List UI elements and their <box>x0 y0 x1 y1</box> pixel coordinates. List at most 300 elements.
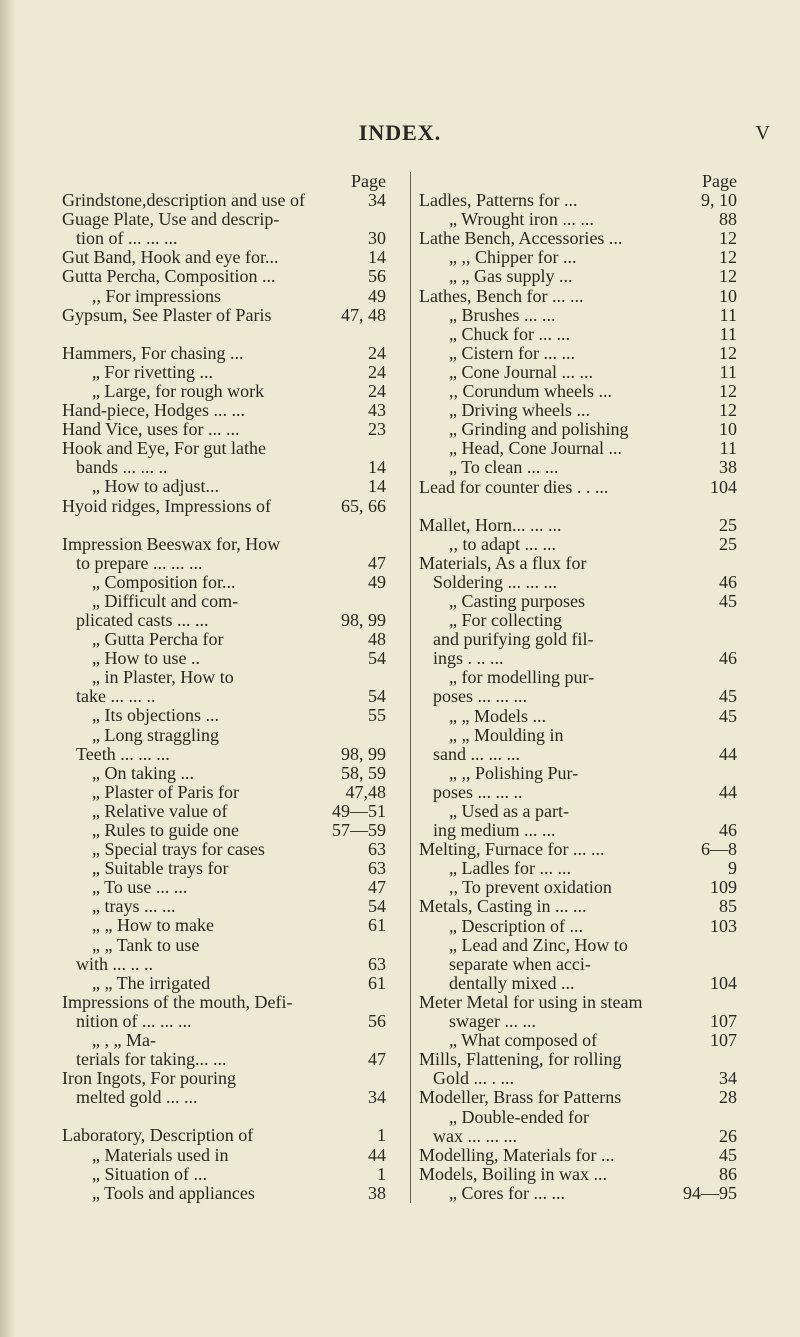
entry-text: Mallet, Horn... ... ... <box>419 515 562 535</box>
entry-page-ref <box>731 668 737 687</box>
section-gap <box>62 1107 386 1126</box>
entry-text: „ Ladles for ... ... <box>449 859 571 879</box>
index-entry <box>419 917 737 936</box>
entry-page-ref <box>731 630 737 649</box>
entry-page-ref: 107 <box>710 1011 737 1032</box>
book-spine-shadow <box>0 0 14 1337</box>
entry-text: Models, Boiling in wax ... <box>419 1164 607 1184</box>
index-entry <box>62 439 386 458</box>
index-entry <box>62 745 386 764</box>
entry-text: tion of ... ... ... <box>76 229 178 249</box>
index-entry <box>419 210 737 229</box>
entry-text: Guage Plate, Use and descrip- <box>62 210 280 230</box>
entry-page-ref: 56 <box>368 266 386 287</box>
entry-text: to prepare ... ... ... <box>76 553 203 573</box>
page-number: V <box>755 122 770 144</box>
index-entry <box>62 401 386 420</box>
entry-page-ref: 54 <box>368 686 386 707</box>
entry-text: „ Grinding and polishing <box>449 420 629 440</box>
entry-text: Lathes, Bench for ... ... <box>419 286 584 306</box>
entry-page-ref: 12 <box>719 400 737 421</box>
index-entry <box>419 974 737 993</box>
entry-text: ing medium ... ... <box>433 821 556 841</box>
index-entry <box>62 229 386 248</box>
index-entry <box>62 1050 386 1069</box>
index-entry <box>419 1108 737 1127</box>
index-entry <box>419 611 737 630</box>
entry-page-ref: 58, 59 <box>341 762 386 783</box>
index-entry <box>419 630 737 649</box>
entry-text: Lathe Bench, Accessories ... <box>419 229 623 249</box>
entry-page-ref: 12 <box>719 266 737 287</box>
entry-text: ,, Corundum wheels ... <box>449 382 612 402</box>
entry-page-ref: 25 <box>719 514 737 535</box>
entry-text: Hand-piece, Hodges ... ... <box>62 401 245 421</box>
index-entry <box>62 859 386 878</box>
entry-page-ref: 1 <box>377 1125 386 1146</box>
entry-page-ref: 9 <box>728 858 737 879</box>
entry-page-ref: 24 <box>368 361 386 382</box>
entry-page-ref: 12 <box>719 381 737 402</box>
entry-text: Impression Beeswax for, How <box>62 534 281 554</box>
entry-text: Impressions of the mouth, Defi- <box>62 992 293 1012</box>
entry-page-ref: 61 <box>368 915 386 936</box>
entry-page-ref: 34 <box>368 1087 386 1108</box>
entry-text: „ Difficult and com- <box>92 591 239 611</box>
entry-text: „ Description of ... <box>449 916 583 936</box>
index-entry <box>419 802 737 821</box>
entry-text: „ Used as a part- <box>449 802 569 821</box>
entry-page-ref <box>380 1031 386 1050</box>
index-entry <box>62 726 386 745</box>
index-entry <box>419 1184 737 1203</box>
entry-text: „ Rules to guide one <box>92 821 239 840</box>
entry-page-ref: 45 <box>719 590 737 611</box>
entry-text: „ Long straggling <box>92 725 219 745</box>
index-entry <box>419 897 737 916</box>
index-entry <box>62 344 386 363</box>
entry-text: „ „ Tank to use <box>92 935 200 955</box>
index-entry <box>419 420 737 439</box>
entry-page-ref <box>731 802 737 821</box>
entry-page-ref: 47 <box>368 877 386 898</box>
entry-page-ref: 46 <box>719 820 737 841</box>
entry-page-ref: 86 <box>719 1163 737 1184</box>
entry-page-ref <box>380 668 386 687</box>
entry-page-ref: 45 <box>719 686 737 707</box>
entry-text: „ Special trays for cases <box>92 840 265 860</box>
entry-text: „ „ The irrigated <box>92 973 211 993</box>
entry-page-ref: 47,48 <box>345 781 386 802</box>
index-entry <box>62 573 386 592</box>
entry-text: sand ... ... ... <box>433 744 520 764</box>
index-entry <box>419 1088 737 1107</box>
index-entry <box>62 840 386 859</box>
entry-page-ref: 107 <box>710 1030 737 1051</box>
entry-page-ref: 6—8 <box>701 839 737 860</box>
entry-page-ref: 57—59 <box>332 820 386 840</box>
entry-text: „ How to use .. <box>92 649 200 669</box>
entry-text: and purifying gold fil- <box>433 630 594 650</box>
index-entry <box>62 974 386 993</box>
index-entry <box>62 821 386 840</box>
entry-text: Grindstone,description and use of <box>62 191 305 211</box>
entry-page-ref: 55 <box>368 705 386 726</box>
entry-page-ref: 10 <box>719 285 737 306</box>
entry-page-ref <box>731 1108 737 1127</box>
entry-page-ref: 14 <box>368 457 386 478</box>
index-entry <box>419 649 737 668</box>
entry-text: Gutta Percha, Composition ... <box>62 267 276 287</box>
page-column-label: Page <box>702 171 737 191</box>
entry-page-ref <box>731 955 737 974</box>
page-title: INDEX. <box>358 120 442 145</box>
entry-text: take ... ... .. <box>76 687 156 707</box>
entry-text: „ ,, Polishing Pur- <box>449 763 579 783</box>
entry-text: poses ... ... .. <box>433 782 523 802</box>
index-entry <box>62 477 386 496</box>
entry-text: Hook and Eye, For gut lathe <box>62 439 266 459</box>
entry-page-ref: 34 <box>719 1068 737 1089</box>
index-entry <box>419 382 737 401</box>
index-entry <box>419 229 737 248</box>
index-entry <box>419 1031 737 1050</box>
index-entry <box>62 210 386 229</box>
entry-page-ref <box>380 592 386 611</box>
entry-text: poses ... ... ... <box>433 687 527 707</box>
index-entry <box>419 325 737 344</box>
entry-page-ref: 98, 99 <box>341 609 386 630</box>
entry-text: wax ... ... ... <box>433 1126 517 1146</box>
entry-page-ref: 38 <box>368 1182 386 1203</box>
entry-text: Hyoid ridges, Impressions of <box>62 496 271 516</box>
entry-text: melted gold ... ... <box>76 1088 198 1108</box>
entry-text: „ Cores for ... ... <box>449 1183 565 1203</box>
index-entry <box>419 573 737 592</box>
entry-text: „ in Plaster, How to <box>92 668 234 688</box>
entry-page-ref: 1 <box>377 1163 386 1184</box>
index-entry <box>419 267 737 286</box>
index-entry <box>62 802 386 821</box>
entry-text: Mills, Flattening, for rolling <box>419 1050 622 1070</box>
entry-page-ref <box>380 726 386 745</box>
entry-page-ref <box>380 535 386 554</box>
index-entry <box>62 267 386 286</box>
index-entry <box>62 955 386 974</box>
entry-text: „ To clean ... ... <box>449 458 559 478</box>
index-entry <box>62 1126 386 1145</box>
entry-text: Metals, Casting in ... ... <box>419 897 587 917</box>
index-entry <box>62 535 386 554</box>
entry-text: ,, to adapt ... ... <box>449 534 556 554</box>
index-entry <box>419 439 737 458</box>
index-entry <box>419 859 737 878</box>
entry-text: Teeth ... ... ... <box>76 744 170 764</box>
entry-page-ref: 24 <box>368 380 386 401</box>
index-entry <box>419 344 737 363</box>
index-entry <box>419 668 737 687</box>
entry-text: „ Composition for... <box>92 572 236 592</box>
index-entry <box>419 478 737 497</box>
entry-text: „ Situation of ... <box>92 1164 207 1184</box>
entry-page-ref <box>731 1050 737 1069</box>
entry-text: terials for taking... ... <box>76 1050 227 1070</box>
entry-text: „ Casting purposes <box>449 591 585 611</box>
index-entry <box>419 401 737 420</box>
index-entry <box>62 420 386 439</box>
entry-page-ref: 104 <box>710 476 737 497</box>
entry-text: „ Materials used in <box>92 1145 229 1165</box>
entry-page-ref: 48 <box>368 629 386 650</box>
index-entry <box>62 687 386 706</box>
index-entry <box>62 1031 386 1050</box>
index-entry <box>62 1184 386 1203</box>
entry-page-ref: 45 <box>719 1144 737 1165</box>
index-entry <box>419 707 737 726</box>
index-entry <box>419 687 737 706</box>
entry-text: „ trays ... ... <box>92 897 176 917</box>
index-entry <box>419 936 737 955</box>
entry-page-ref: 23 <box>368 419 386 440</box>
entry-page-ref: 45 <box>719 705 737 726</box>
entry-text: plicated casts ... ... <box>76 610 209 630</box>
entry-text: „ „ Moulding in <box>449 725 564 745</box>
entry-page-ref: 38 <box>719 457 737 478</box>
entry-page-ref: 34 <box>368 190 386 211</box>
index-entry <box>62 936 386 955</box>
entry-text: Gypsum, See Plaster of Paris <box>62 305 272 325</box>
index-entry <box>419 287 737 306</box>
entry-page-ref: 43 <box>368 400 386 421</box>
index-entry <box>62 191 386 210</box>
index-entry <box>419 458 737 477</box>
entry-text: „ For rivetting ... <box>92 362 213 382</box>
entry-text: ,, For impressions <box>92 286 222 306</box>
index-entry <box>419 840 737 859</box>
entry-text: Modeller, Brass for Patterns <box>419 1088 622 1108</box>
index-entry <box>419 1050 737 1069</box>
entry-text: „ Lead and Zinc, How to <box>449 935 628 955</box>
entry-text: Ladles, Patterns for ... <box>419 191 578 211</box>
index-entry <box>62 554 386 573</box>
index-entry <box>62 783 386 802</box>
entry-page-ref: 47 <box>368 1049 386 1070</box>
entry-text: Modelling, Materials for ... <box>419 1145 615 1165</box>
entry-page-ref <box>380 210 386 229</box>
index-entry <box>419 878 737 897</box>
index-entry <box>62 1012 386 1031</box>
entry-page-ref: 49 <box>368 571 386 592</box>
entry-text: „ Chuck for ... ... <box>449 324 570 344</box>
entry-text: „ , „ Ma- <box>92 1031 156 1051</box>
entry-text: dentally mixed ... <box>449 973 575 993</box>
index-entry <box>419 1146 737 1165</box>
entry-text: „ Large, for rough work <box>92 381 265 401</box>
index-entry <box>62 611 386 630</box>
index-entry <box>62 497 386 516</box>
index-entry <box>419 535 737 554</box>
entry-text: „ Suitable trays for <box>92 859 229 879</box>
entry-page-ref: 26 <box>719 1125 737 1146</box>
page-column-label: Page <box>351 171 386 191</box>
entry-page-ref <box>731 764 737 783</box>
entry-text: „ „ Models ... <box>449 706 546 726</box>
section-gap <box>419 497 737 516</box>
entry-text: with ... .. .. <box>76 954 154 974</box>
entry-page-ref: 25 <box>719 533 737 554</box>
index-entry <box>419 516 737 535</box>
section-gap <box>62 516 386 535</box>
entry-text: Materials, As a flux for <box>419 553 587 573</box>
entry-page-ref: 11 <box>719 304 737 325</box>
index-entry <box>62 363 386 382</box>
index-entry <box>62 1165 386 1184</box>
entry-text: Iron Ingots, For pouring <box>62 1069 236 1089</box>
entry-text: Gold ... . ... <box>433 1069 514 1089</box>
entry-text: separate when acci- <box>449 954 591 974</box>
entry-page-ref: 88 <box>719 209 737 230</box>
index-entry <box>62 649 386 668</box>
entry-page-ref: 30 <box>368 228 386 249</box>
entry-text: „ „ How to make <box>92 916 214 936</box>
entry-page-ref: 63 <box>368 953 386 974</box>
entry-page-ref <box>380 1069 386 1088</box>
index-column-left <box>62 172 386 1203</box>
entry-page-ref: 63 <box>368 858 386 879</box>
entry-text: „ To use ... ... <box>92 878 188 898</box>
entry-text: „ Head, Cone Journal ... <box>449 439 622 459</box>
entry-text: „ Driving wheels ... <box>449 401 590 421</box>
index-entry <box>419 592 737 611</box>
entry-page-ref: 12 <box>719 247 737 268</box>
entry-text: „ „ Gas supply ... <box>449 267 573 287</box>
entry-text: „ Gutta Percha for <box>92 630 224 650</box>
entry-page-ref: 11 <box>719 438 737 459</box>
entry-page-ref: 28 <box>719 1087 737 1108</box>
index-entry <box>62 382 386 401</box>
index-entry <box>62 1069 386 1088</box>
entry-text: Hammers, For chasing ... <box>62 343 244 363</box>
index-entry <box>419 821 737 840</box>
entry-page-ref <box>380 439 386 458</box>
entry-page-ref: 56 <box>368 1010 386 1031</box>
index-entry <box>419 745 737 764</box>
entry-page-ref: 54 <box>368 648 386 669</box>
index-entry <box>419 306 737 325</box>
entry-page-ref: 104 <box>710 972 737 993</box>
entry-page-ref: 85 <box>719 896 737 917</box>
entry-page-ref <box>380 936 386 955</box>
entry-page-ref: 10 <box>719 419 737 440</box>
section-gap <box>62 325 386 344</box>
entry-page-ref: 94—95 <box>683 1182 737 1203</box>
index-entry <box>62 878 386 897</box>
entry-text: „ for modelling pur- <box>449 668 595 688</box>
entry-page-ref: 12 <box>719 342 737 363</box>
entry-text: bands ... ... .. <box>76 458 168 478</box>
entry-page-ref: 14 <box>368 476 386 497</box>
index-entry <box>62 1088 386 1107</box>
entry-text: „ Tools and appliances <box>92 1183 255 1203</box>
index-entry <box>419 1012 737 1031</box>
index-entry <box>62 668 386 687</box>
entry-page-ref: 11 <box>719 361 737 382</box>
entry-page-ref: 44 <box>719 781 737 802</box>
index-column-right <box>410 172 737 1203</box>
index-entry <box>62 916 386 935</box>
index-entry <box>419 726 737 745</box>
entry-text: Gut Band, Hook and eye for... <box>62 248 279 268</box>
entry-page-ref: 46 <box>719 648 737 669</box>
entry-page-ref: 14 <box>368 247 386 268</box>
index-entry <box>62 306 386 325</box>
index-entry <box>62 287 386 306</box>
entry-text: „ Relative value of <box>92 801 228 821</box>
index-entry <box>62 764 386 783</box>
index-entry <box>419 191 737 210</box>
index-entry <box>62 993 386 1012</box>
index-entry <box>419 1069 737 1088</box>
entry-page-ref: 49 <box>368 285 386 306</box>
index-entry <box>62 248 386 267</box>
index-entry <box>419 554 737 573</box>
entry-text: „ Brushes ... ... <box>449 305 556 325</box>
entry-page-ref: 49—51 <box>332 800 386 821</box>
entry-text: Laboratory, Description of <box>62 1126 254 1146</box>
index-entry <box>62 630 386 649</box>
entry-page-ref: 47 <box>368 552 386 573</box>
entry-text: Lead for counter dies . . ... <box>419 477 609 497</box>
entry-page-ref: 9, 10 <box>701 190 737 211</box>
entry-text: „ Wrought iron ... ... <box>449 210 594 230</box>
entry-text: Melting, Furnace for ... ... <box>419 840 605 860</box>
index-entry <box>419 764 737 783</box>
entry-text: nition of ... ... ... <box>76 1011 192 1031</box>
entry-page-ref: 109 <box>710 877 737 898</box>
entry-page-ref: 47, 48 <box>341 304 386 325</box>
entry-text: swager ... ... <box>449 1012 536 1032</box>
entry-page-ref: 24 <box>368 342 386 363</box>
entry-text: „ ,, Chipper for ... <box>449 248 577 268</box>
entry-text: „ Cistern for ... ... <box>449 343 575 363</box>
index-entry <box>62 1146 386 1165</box>
entry-text: Soldering ... ... ... <box>433 572 557 592</box>
entry-text: „ How to adjust... <box>92 477 219 497</box>
entry-text: Meter Metal for using in steam <box>419 992 643 1012</box>
entry-page-ref: 46 <box>719 571 737 592</box>
index-entry <box>419 1165 737 1184</box>
entry-page-ref: 63 <box>368 839 386 860</box>
entry-text: „ Plaster of Paris for <box>92 782 239 802</box>
index-entry <box>419 783 737 802</box>
entry-page-ref: 61 <box>368 972 386 993</box>
index-entry <box>419 993 737 1012</box>
index-entry <box>419 1127 737 1146</box>
entry-page-ref: 65, 66 <box>341 495 386 516</box>
entry-page-ref: 98, 99 <box>341 743 386 764</box>
index-entry <box>62 706 386 725</box>
entry-page-ref <box>731 726 737 745</box>
entry-page-ref <box>380 993 386 1012</box>
entry-page-ref: 44 <box>719 743 737 764</box>
entry-page-ref <box>731 993 737 1012</box>
index-entry <box>62 592 386 611</box>
index-entry <box>419 955 737 974</box>
entry-page-ref: 44 <box>368 1144 386 1165</box>
entry-text: ings . .. ... <box>433 649 504 669</box>
entry-page-ref: 12 <box>719 228 737 249</box>
entry-page-ref: 54 <box>368 896 386 917</box>
